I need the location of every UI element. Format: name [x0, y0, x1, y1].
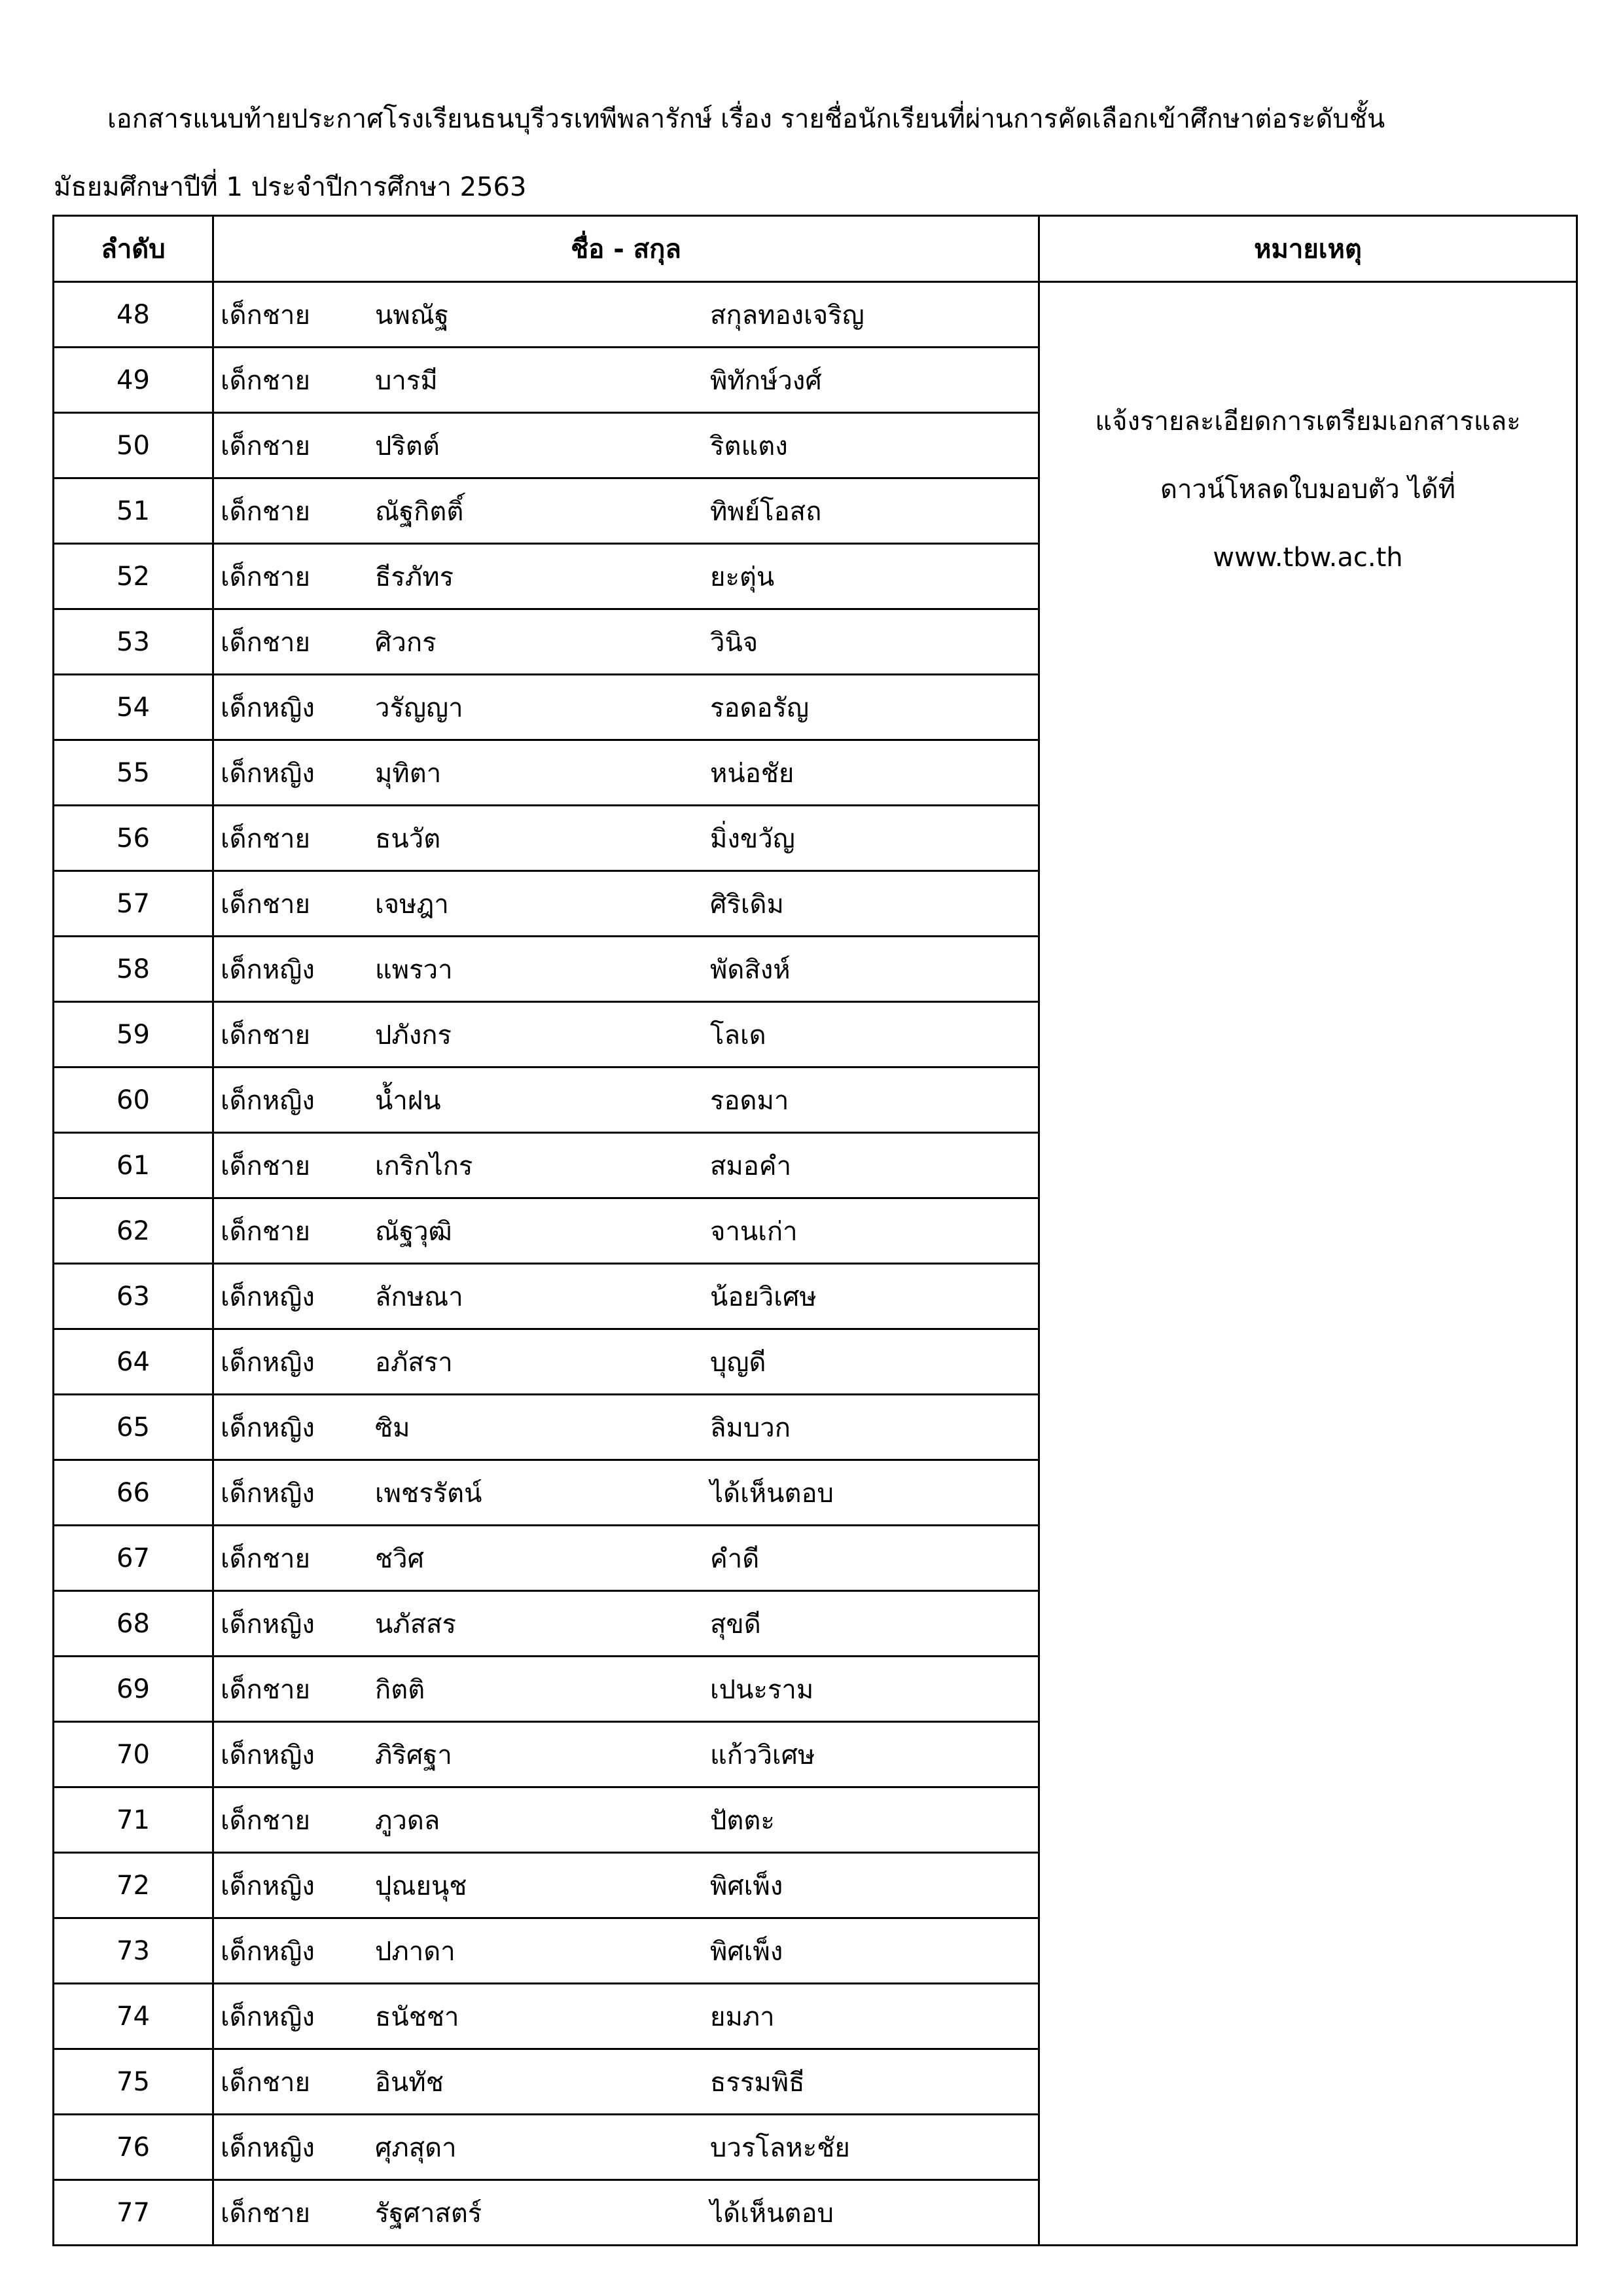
- row-number: 69: [54, 1657, 213, 1722]
- name-prefix: เด็กหญิง: [221, 1740, 315, 1770]
- row-number: 74: [54, 1984, 213, 2049]
- header-name: ชื่อ - สกุล: [213, 216, 1039, 282]
- last-name: ลิมบวก: [710, 1412, 791, 1443]
- student-name-cell: [213, 282, 1039, 348]
- name-prefix: เด็กหญิง: [221, 1282, 315, 1312]
- last-name: น้อยวิเศษ: [710, 1282, 817, 1312]
- heading-line-1: เอกสารแนบท้ายประกาศโรงเรียนธนบุรีวรเทพีพลารักษ์ เรื่อง รายชื่อนักเรียนที่ผ่านการคัดเลือกเข้าศึกษาต่อระดับชั้น: [107, 104, 1385, 134]
- table-body: [54, 282, 1577, 2246]
- student-name-cell: [213, 1460, 1039, 1526]
- student-name-cell: [213, 937, 1039, 1002]
- remark-line-1: แจ้งรายละเอียดการเตรียมเอกสารและ: [1095, 406, 1521, 437]
- student-name-cell: [213, 740, 1039, 806]
- first-name: ซิม: [375, 1412, 410, 1443]
- row-number: 62: [54, 1198, 213, 1264]
- name-prefix: เด็กหญิง: [221, 2001, 315, 2032]
- document-heading: [54, 85, 1572, 221]
- student-name-cell: [213, 1984, 1039, 2049]
- row-number: 55: [54, 740, 213, 806]
- row-number: 70: [54, 1722, 213, 1787]
- first-name: ปภาดา: [375, 1936, 455, 1967]
- row-number: 67: [54, 1526, 213, 1591]
- student-name-cell: [213, 1395, 1039, 1460]
- student-name-cell: [213, 1526, 1039, 1591]
- name-prefix: เด็กชาย: [221, 2198, 310, 2229]
- name-prefix: เด็กหญิง: [221, 1478, 315, 1509]
- student-name-cell: [213, 2180, 1039, 2246]
- first-name: วรัญญา: [375, 692, 463, 723]
- first-name: ศิวกร: [375, 627, 437, 658]
- name-prefix: เด็กชาย: [221, 431, 310, 461]
- first-name: ภูวดล: [375, 1805, 440, 1836]
- last-name: พิศเพ็ง: [710, 1936, 783, 1967]
- student-name-cell: [213, 2115, 1039, 2180]
- name-prefix: เด็กชาย: [221, 496, 310, 527]
- name-prefix: เด็กชาย: [221, 1020, 310, 1050]
- name-prefix: เด็กหญิง: [221, 954, 315, 985]
- name-prefix: เด็กหญิง: [221, 692, 315, 723]
- student-name-cell: [213, 1329, 1039, 1395]
- first-name: น้ำฝน: [375, 1085, 441, 1116]
- student-name-cell: [213, 1264, 1039, 1329]
- name-prefix: เด็กหญิง: [221, 2132, 315, 2163]
- last-name: มิ่งขวัญ: [710, 823, 795, 854]
- first-name: มุทิตา: [375, 758, 442, 789]
- student-name-cell: [213, 1591, 1039, 1657]
- last-name: โลเด: [710, 1020, 766, 1050]
- first-name: นพณัฐ: [375, 300, 449, 331]
- remark-website: www.tbw.ac.th: [1213, 543, 1403, 573]
- first-name: แพรวา: [375, 954, 453, 985]
- row-number: 63: [54, 1264, 213, 1329]
- name-prefix: เด็กชาย: [221, 1216, 310, 1247]
- name-prefix: เด็กชาย: [221, 2067, 310, 2098]
- student-name-cell: [213, 871, 1039, 937]
- row-number: 64: [54, 1329, 213, 1395]
- name-prefix: เด็กชาย: [221, 889, 310, 920]
- row-number: 66: [54, 1460, 213, 1526]
- first-name: ศุภสุดา: [375, 2132, 457, 2163]
- first-name: ลักษณา: [375, 1282, 463, 1312]
- student-name-cell: [213, 1198, 1039, 1264]
- first-name: ณัฐกิตติ์: [375, 496, 464, 527]
- row-number: 51: [54, 478, 213, 544]
- row-number: 49: [54, 348, 213, 413]
- row-number: 50: [54, 413, 213, 478]
- row-number: 77: [54, 2180, 213, 2246]
- first-name: ปุณยนุช: [375, 1871, 467, 1901]
- name-prefix: เด็กชาย: [221, 823, 310, 854]
- table-header-row: [54, 216, 1577, 282]
- remark-line-2: ดาวน์โหลดใบมอบตัว ได้ที่: [1160, 475, 1455, 505]
- name-prefix: เด็กหญิง: [221, 758, 315, 789]
- name-prefix: เด็กหญิง: [221, 1936, 315, 1967]
- first-name: เพชรรัตน์: [375, 1478, 482, 1509]
- name-prefix: เด็กชาย: [221, 365, 310, 396]
- first-name: ภิริศฐา: [375, 1740, 452, 1770]
- last-name: ได้เห็นตอบ: [710, 1478, 834, 1509]
- row-number: 52: [54, 544, 213, 609]
- row-number: 72: [54, 1853, 213, 1918]
- name-prefix: เด็กหญิง: [221, 1412, 315, 1443]
- last-name: ทิพย์โอสถ: [710, 496, 822, 527]
- table-row: [54, 282, 1577, 348]
- first-name: เจษฎา: [375, 889, 449, 920]
- header-remark: หมายเหตุ: [1039, 216, 1577, 282]
- first-name: กิตติ: [375, 1674, 425, 1705]
- first-name: ณัฐวุฒิ: [375, 1216, 452, 1247]
- name-prefix: เด็กชาย: [221, 562, 310, 592]
- name-prefix: เด็กชาย: [221, 1151, 310, 1181]
- name-prefix: เด็กชาย: [221, 627, 310, 658]
- row-number: 57: [54, 871, 213, 937]
- row-number: 73: [54, 1918, 213, 1984]
- last-name: แก้ววิเศษ: [710, 1740, 815, 1770]
- last-name: บวรโลหะชัย: [710, 2132, 850, 2163]
- student-list-table: [52, 215, 1578, 2246]
- remark-cell: [1039, 282, 1577, 2246]
- last-name: รอดมา: [710, 1085, 789, 1116]
- last-name: สุขดี: [710, 1609, 761, 1640]
- student-name-cell: [213, 1722, 1039, 1787]
- name-prefix: เด็กชาย: [221, 1805, 310, 1836]
- row-number: 48: [54, 282, 213, 348]
- last-name: จานเก่า: [710, 1216, 798, 1247]
- student-name-cell: [213, 1067, 1039, 1133]
- last-name: ยะตุ่น: [710, 562, 775, 592]
- student-name-cell: [213, 1002, 1039, 1067]
- row-number: 53: [54, 609, 213, 675]
- first-name: อินทัช: [375, 2067, 444, 2098]
- last-name: ปัตตะ: [710, 1805, 775, 1836]
- last-name: สกุลทองเจริญ: [710, 300, 865, 331]
- name-prefix: เด็กหญิง: [221, 1871, 315, 1901]
- last-name: ศิริเดิม: [710, 889, 784, 920]
- last-name: เปนะราม: [710, 1674, 814, 1705]
- heading-line-2: มัธยมศึกษาปีที่ 1 ประจำปีการศึกษา 2563: [54, 172, 527, 202]
- student-name-cell: [213, 478, 1039, 544]
- student-name-cell: [213, 1918, 1039, 1984]
- row-number: 54: [54, 675, 213, 740]
- last-name: บุญดี: [710, 1347, 766, 1378]
- student-name-cell: [213, 348, 1039, 413]
- first-name: ธนวัต: [375, 823, 441, 854]
- student-name-cell: [213, 1853, 1039, 1918]
- last-name: พิทักษ์วงศ์: [710, 365, 822, 396]
- row-number: 61: [54, 1133, 213, 1198]
- last-name: ริตแตง: [710, 431, 788, 461]
- first-name: ธนัชชา: [375, 2001, 459, 2032]
- student-name-cell: [213, 413, 1039, 478]
- last-name: สมอคำ: [710, 1151, 792, 1181]
- last-name: วินิจ: [710, 627, 758, 658]
- student-name-cell: [213, 2049, 1039, 2115]
- student-name-cell: [213, 609, 1039, 675]
- row-number: 60: [54, 1067, 213, 1133]
- last-name: พิศเพ็ง: [710, 1871, 783, 1901]
- student-name-cell: [213, 806, 1039, 871]
- name-prefix: เด็กชาย: [221, 1674, 310, 1705]
- first-name: นภัสสร: [375, 1609, 457, 1640]
- row-number: 76: [54, 2115, 213, 2180]
- last-name: หน่อชัย: [710, 758, 794, 789]
- last-name: ธรรมพิธี: [710, 2067, 805, 2098]
- student-name-cell: [213, 1133, 1039, 1198]
- last-name: รอดอรัญ: [710, 692, 810, 723]
- name-prefix: เด็กหญิง: [221, 1347, 315, 1378]
- last-name: คำดี: [710, 1543, 760, 1574]
- first-name: รัฐศาสตร์: [375, 2198, 482, 2229]
- row-number: 59: [54, 1002, 213, 1067]
- name-prefix: เด็กชาย: [221, 300, 310, 331]
- row-number: 65: [54, 1395, 213, 1460]
- last-name: ยมภา: [710, 2001, 775, 2032]
- first-name: ปริตต์: [375, 431, 440, 461]
- row-number: 68: [54, 1591, 213, 1657]
- last-name: พัดสิงห์: [710, 954, 791, 985]
- student-name-cell: [213, 675, 1039, 740]
- name-prefix: เด็กหญิง: [221, 1609, 315, 1640]
- student-name-cell: [213, 1787, 1039, 1853]
- name-prefix: เด็กชาย: [221, 1543, 310, 1574]
- last-name: ได้เห็นตอบ: [710, 2198, 834, 2229]
- student-name-cell: [213, 1657, 1039, 1722]
- first-name: เกริกไกร: [375, 1151, 473, 1181]
- name-prefix: เด็กหญิง: [221, 1085, 315, 1116]
- student-name-cell: [213, 544, 1039, 609]
- row-number: 75: [54, 2049, 213, 2115]
- first-name: ธีรภัทร: [375, 562, 454, 592]
- row-number: 56: [54, 806, 213, 871]
- header-num: ลำดับ: [54, 216, 213, 282]
- first-name: ชวิศ: [375, 1543, 424, 1574]
- row-number: 71: [54, 1787, 213, 1853]
- first-name: อภัสรา: [375, 1347, 453, 1378]
- first-name: ปภังกร: [375, 1020, 452, 1050]
- row-number: 58: [54, 937, 213, 1002]
- first-name: บารมี: [375, 365, 438, 396]
